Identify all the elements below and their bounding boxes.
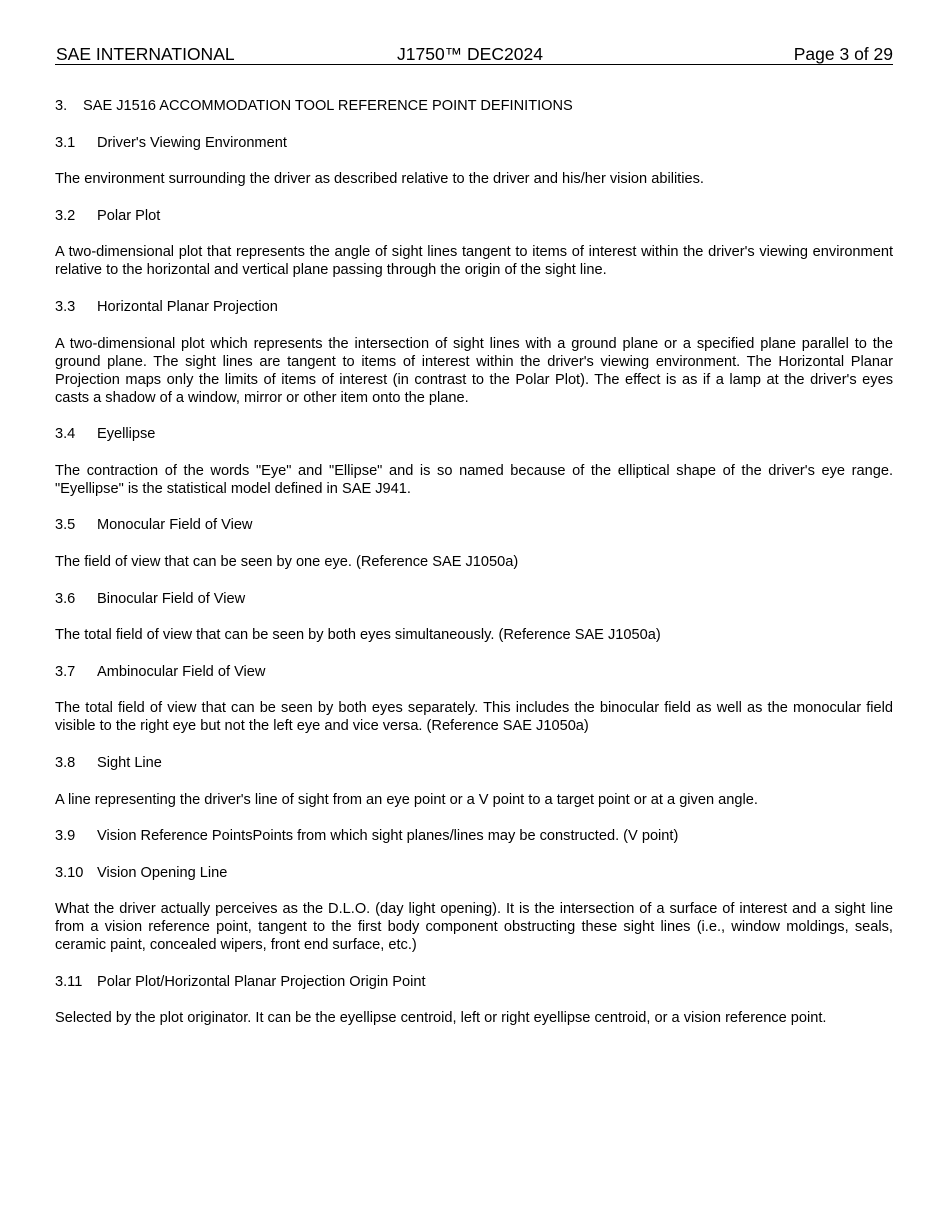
definition-heading: [55, 298, 893, 316]
definition-number: 3.5: [55, 517, 76, 534]
section-title: SAE J1516 ACCOMMODATION TOOL REFERENCE POINT DEFINITIONS: [83, 98, 573, 114]
definition-title: Monocular Field of View: [97, 517, 253, 534]
definition-title: Polar Plot: [97, 207, 161, 224]
definition-heading: [55, 207, 893, 225]
definition-title: Eyellipse: [97, 426, 156, 443]
section-heading: [55, 97, 893, 115]
definition-body: A two-dimensional plot that represents the angle of sight lines tangent to items of interest within the driver's viewing environment relative to the horizontal and vertical plane passing through the origin of the sight line.: [55, 244, 893, 279]
definition-body: The field of view that can be seen by one eye. (Reference SAE J1050a): [55, 553, 519, 570]
page-header: [55, 44, 893, 65]
definition-number: 3.3: [55, 298, 76, 315]
definition-heading: [55, 827, 893, 845]
definition-number: 3.10: [55, 864, 84, 881]
definition-heading: [55, 663, 893, 681]
definition-title: Ambinocular Field of View: [97, 663, 266, 680]
definition-title: Driver's Viewing Environment: [97, 134, 287, 151]
definition-title: Binocular Field of View: [97, 590, 246, 607]
section-number: 3.: [55, 98, 68, 114]
definition-heading: [55, 516, 893, 534]
header-document-id: J1750™ DEC2024: [397, 44, 543, 64]
definition-heading: [55, 864, 893, 882]
definition-number: 3.4: [55, 426, 76, 443]
definition-body: Selected by the plot originator. It can be the eyellipse centroid, left or right eyellipse centroid, or a vision reference point.: [55, 1010, 827, 1027]
document-page: [55, 44, 893, 1027]
definition-body: The total field of view that can be seen by both eyes separately. This includes the binocular field as well as the monocular field visible to the right eye but not the left eye and vice versa. (Reference SAE J1050a): [55, 700, 893, 735]
definition-body: The total field of view that can be seen by both eyes simultaneously. (Reference SAE J1050a): [55, 627, 661, 644]
header-page-number: Page 3 of 29: [793, 44, 893, 64]
definition-title: Sight Line: [97, 754, 162, 771]
definition-title: Polar Plot/Horizontal Planar Projection Origin Point: [97, 973, 426, 990]
definition-heading: [55, 590, 893, 608]
definition-number: 3.6: [55, 590, 76, 607]
definition-body: The contraction of the words "Eye" and "Ellipse" and is so named because of the elliptical shape of the driver's eye range. "Eyellipse" is the statistical model defined in SAE J941.: [55, 462, 893, 497]
definition-number: 3.7: [55, 663, 76, 680]
definition-number: 3.1: [55, 134, 76, 151]
definition-number: 3.2: [55, 207, 76, 224]
definition-heading: [55, 754, 893, 772]
definition-number: 3.11: [55, 973, 83, 990]
definition-body: The environment surrounding the driver as described relative to the driver and his/her vision abilities.: [55, 171, 704, 188]
definition-heading: [55, 425, 893, 443]
definition-number: 3.9: [55, 828, 76, 845]
definition-body: What the driver actually perceives as the D.L.O. (day light opening). It is the intersection of a surface of interest and a sight line from a vision reference point, tangent to the first body component obstructing these sight lines (i.e., window moldings, seals, ceramic paint, concealed wipers, front end surface, etc.): [55, 901, 893, 954]
definition-heading: [55, 134, 893, 152]
definition-heading: [55, 973, 893, 991]
definition-title: Horizontal Planar Projection: [97, 298, 278, 315]
definition-number: 3.8: [55, 754, 76, 771]
definition-title: Vision Opening Line: [97, 864, 228, 881]
document-body: [55, 97, 893, 1046]
definition-title: Vision Reference PointsPoints from which sight planes/lines may be constructed. (V point): [97, 828, 679, 845]
header-organization: SAE INTERNATIONAL: [56, 44, 235, 64]
definition-body: A two-dimensional plot which represents the intersection of sight lines with a ground plane or a specified plane parallel to the ground plane. The sight lines are tangent to items of interest within the driver's viewing environment. The Horizontal Planar Projection maps only the limits of items of interest (in contrast to the Polar Plot). The effect is as if a lamp at the driver's eyes casts a shadow of a window, mirror or other item onto the plane.: [55, 335, 893, 406]
definition-body: A line representing the driver's line of sight from an eye point or a V point to a target point or at a given angle.: [55, 791, 758, 808]
